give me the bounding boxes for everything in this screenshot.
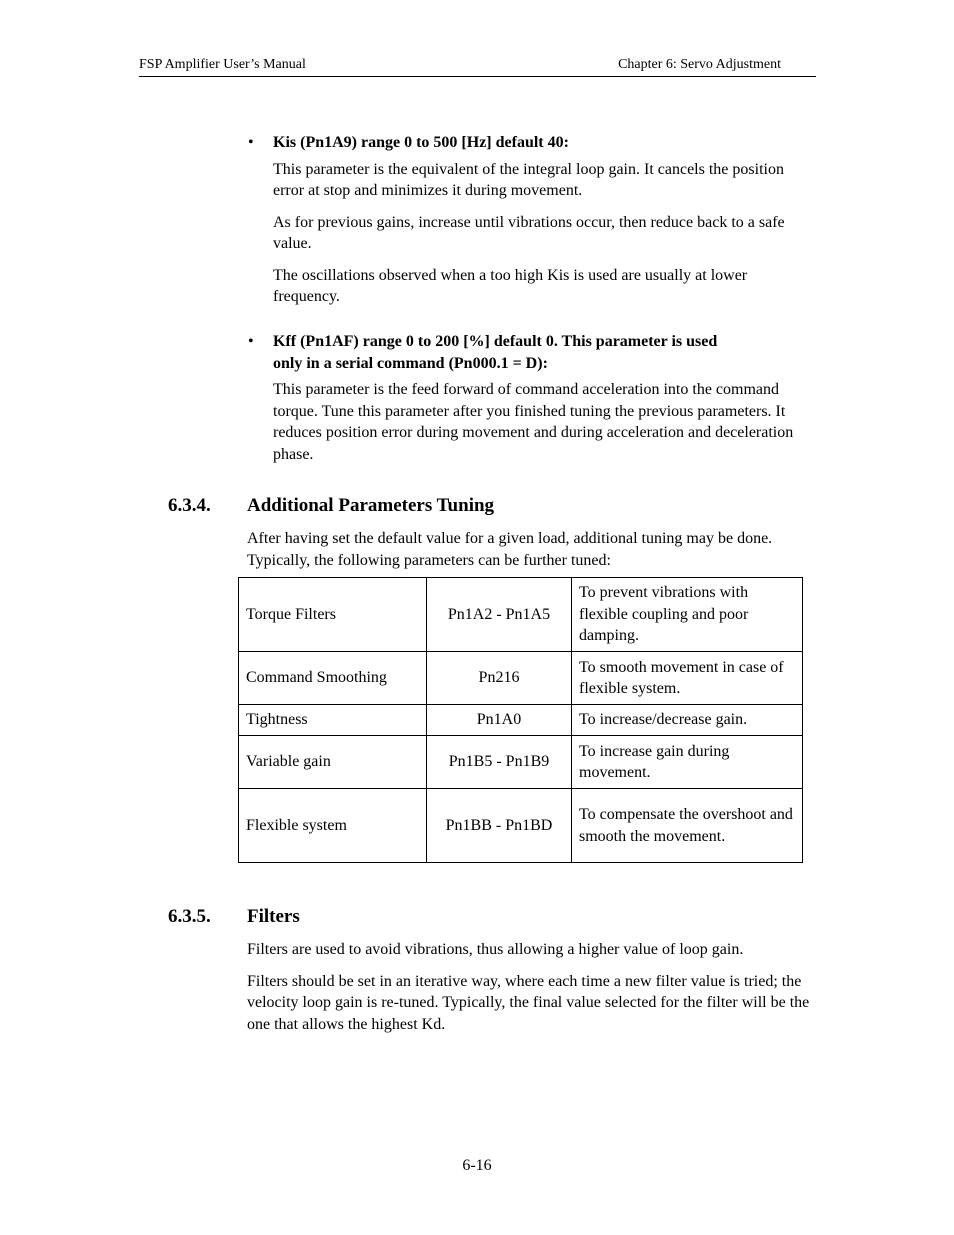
section-635-body: [247, 939, 812, 1045]
table-cell-desc: To compensate the overshoot and smooth the movement.: [572, 789, 803, 863]
table-cell-param: Pn1BB - Pn1BD: [427, 789, 572, 863]
section-heading-635: [168, 906, 300, 928]
table-cell-desc: To prevent vibrations with flexible coupling and poor damping.: [572, 578, 803, 652]
section-635-paragraph-2: Filters should be set in an iterative way, where each time a new filter value is tried; the velocity loop gain is re-tuned. Typically, the final value selected for the filter will be the one that allows the highest Kd.: [247, 972, 810, 1033]
table-cell-name: Tightness: [239, 705, 427, 736]
table-cell-name: Flexible system: [239, 789, 427, 863]
bullet-kff-title: [248, 331, 818, 374]
section-heading-634: [168, 495, 494, 517]
table-row: [239, 705, 803, 736]
bullet-kff-paragraph-1: This parameter is the feed forward of command acceleration into the command torque. Tune this parameter after you finished tuning the previous parameters. It reduces position error during movement and during acceleration and deceleration phase.: [273, 381, 794, 463]
bullet-kis-paragraph-1: This parameter is the equivalent of the integral loop gain. It cancels the position error at stop and minimizes it during movement.: [273, 160, 784, 199]
parameters-table: [238, 577, 803, 863]
table-row: [239, 736, 803, 789]
table-row: [239, 578, 803, 652]
header-manual-title: FSP Amplifier User’s Manual: [139, 57, 306, 72]
section-634-intro: [247, 528, 812, 581]
bullet-kff: [248, 331, 818, 475]
table-cell-param: Pn1A0: [427, 705, 572, 736]
bullet-kis-paragraph-3: The oscillations observed when a too high Kis is used are usually at lower frequency.: [273, 266, 748, 305]
table-cell-desc: To increase gain during movement.: [572, 736, 803, 789]
section-title: Filters: [247, 906, 300, 927]
page-number: 6-16: [462, 1157, 492, 1174]
bullet-kff-title-line-1: Kff (Pn1AF) range 0 to 200 [%] default 0. This parameter is used: [273, 333, 718, 350]
bullet-kis-title-text: Kis (Pn1A9) range 0 to 500 [Hz] default 40:: [273, 134, 569, 151]
section-number: 6.3.5.: [168, 906, 211, 927]
page-header: [139, 56, 816, 77]
section-title: Additional Parameters Tuning: [247, 495, 495, 516]
table-cell-param: Pn1B5 - Pn1B9: [427, 736, 572, 789]
table-cell-name: Torque Filters: [239, 578, 427, 652]
bullet-dot-icon: •: [248, 134, 254, 151]
table-cell-param: Pn216: [427, 652, 572, 705]
table-cell-name: Command Smoothing: [239, 652, 427, 705]
section-number: 6.3.4.: [168, 495, 211, 516]
table-cell-desc: To increase/decrease gain.: [572, 705, 803, 736]
bullet-kis-paragraph-2: As for previous gains, increase until vibrations occur, then reduce back to a safe value.: [273, 213, 785, 252]
table-cell-param: Pn1A2 - Pn1A5: [427, 578, 572, 652]
bullet-dot-icon: •: [248, 333, 254, 350]
table-row: [239, 652, 803, 705]
table-row: [239, 789, 803, 863]
bullet-kis: [248, 132, 818, 318]
bullet-kis-title: [248, 132, 818, 154]
table-cell-desc: To smooth movement in case of flexible system.: [572, 652, 803, 705]
bullet-kff-title-line-2: only in a serial command (Pn000.1 = D):: [273, 354, 548, 372]
section-634-intro-text: After having set the default value for a given load, additional tuning may be done. Typically, the following parameters can be further tuned:: [247, 530, 773, 569]
section-635-paragraph-1: Filters are used to avoid vibrations, thus allowing a higher value of loop gain.: [247, 941, 744, 958]
table-cell-name: Variable gain: [239, 736, 427, 789]
header-chapter-title: Chapter 6: Servo Adjustment: [618, 57, 781, 72]
